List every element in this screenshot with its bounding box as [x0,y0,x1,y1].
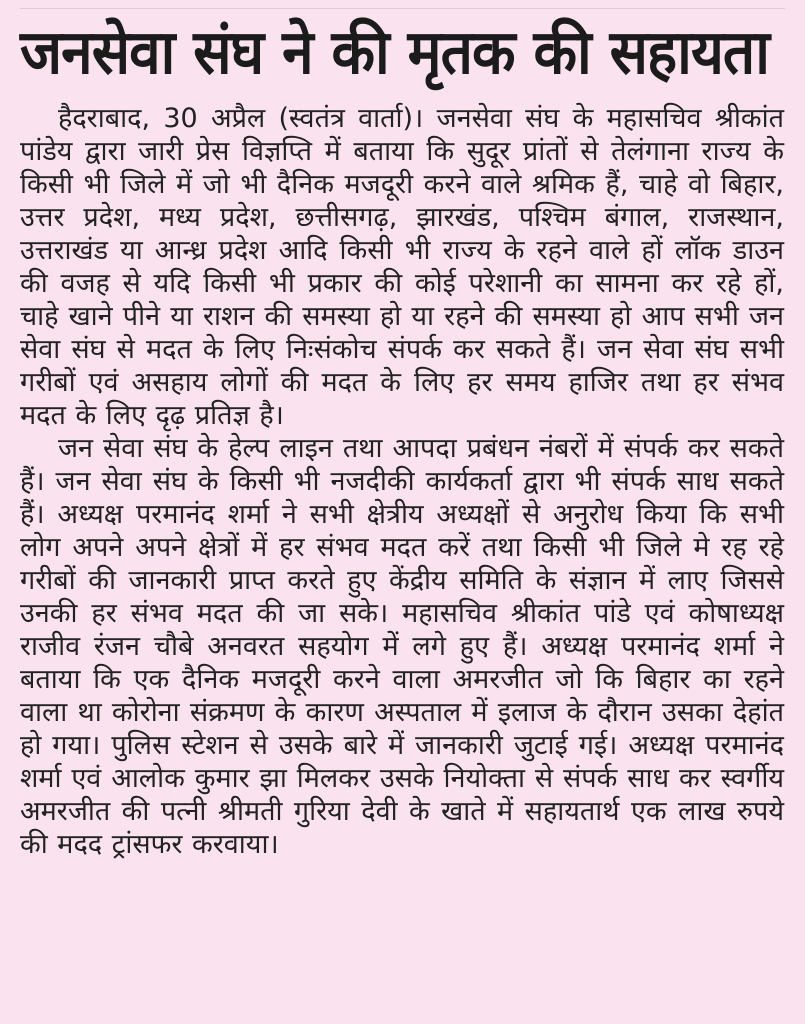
article-body [20,102,784,861]
top-divider [20,8,785,9]
article-paragraph-2: जन सेवा संघ के हेल्प लाइन तथा आपदा प्रबंधन नंबरों में संपर्क कर सकते हैं। जन सेवा संघ के किसी भी नजदीकी कार्यकर्ता द्वारा भी संपर्क साध सकते हैं। अध्यक्ष परमानंद शर्मा ने सभी क्षेत्रीय अध्यक्षों से अनुरोध किया कि सभी लोग अपने अपने क्षेत्रों में हर संभव मदत करें तथा किसी भी जिले मे रह रहे गरीबों की जानकारी प्राप्त करते हुए केंद्रीय समिति के संज्ञान में लाए जिससे उनकी हर संभव मदत की जा सके। महासचिव श्रीकांत पांडे एवं कोषाध्यक्ष राजीव रंजन चौबे अनवरत सहयोग में लगे हुए हैं। अध्यक्ष परमानंद शर्मा ने बताया कि एक दैनिक मजदूरी करने वाला अमरजीत जो कि बिहार का रहने वाला था कोरोना संक्रमण के कारण अस्पताल में इलाज के दौरान उसका देहांत हो गया। पुलिस स्टेशन से उसके बारे में जानकारी जुटाई गई। अध्यक्ष परमानंद शर्मा एवं आलोक कुमार झा मिलकर उसके नियोक्ता से संपर्क साध कर स्वर्गीय अमरजीत की पत्नी श्रीमती गुरिया देवी के खाते में सहायतार्थ एक लाख रुपये की मदद ट्रांसफर करवाया। [20,433,784,860]
headline: जनसेवा संघ ने की मृतक की सहायता [20,17,770,88]
article-paragraph-1: हैदराबाद, 30 अप्रैल (स्वतंत्र वार्ता)। जनसेवा संघ के महासचिव श्रीकांत पांडेय द्वारा जारी प्रेस विज्ञप्ति में बताया कि सुदूर प्रांतों से तेलंगाना राज्य के किसी भी जिले में जो भी दैनिक मजदूरी करने वाले श्रमिक हैं, चाहे वो बिहार, उत्तर प्रदेश, मध्य प्रदेश, छत्तीसगढ़, झारखंड, पश्चिम बंगाल, राजस्थान, उत्तराखंड या आन्ध्र प्रदेश आदि किसी भी राज्य के रहने वाले हों लॉक डाउन की वजह से यदि किसी भी प्रकार की कोई परेशानी का सामना कर रहे हों, चाहे खाने पीने या राशन की समस्या हो या रहने की समस्या हो आप सभी जन सेवा संघ से मदत के लिए निःसंकोच संपर्क कर सकते हैं। जन सेवा संघ सभी गरीबों एवं असहाय लोगों की मदत के लिए हर समय हाजिर तथा हर संभव मदत के लिए दृढ़ प्रतिज्ञ है। [20,103,784,431]
